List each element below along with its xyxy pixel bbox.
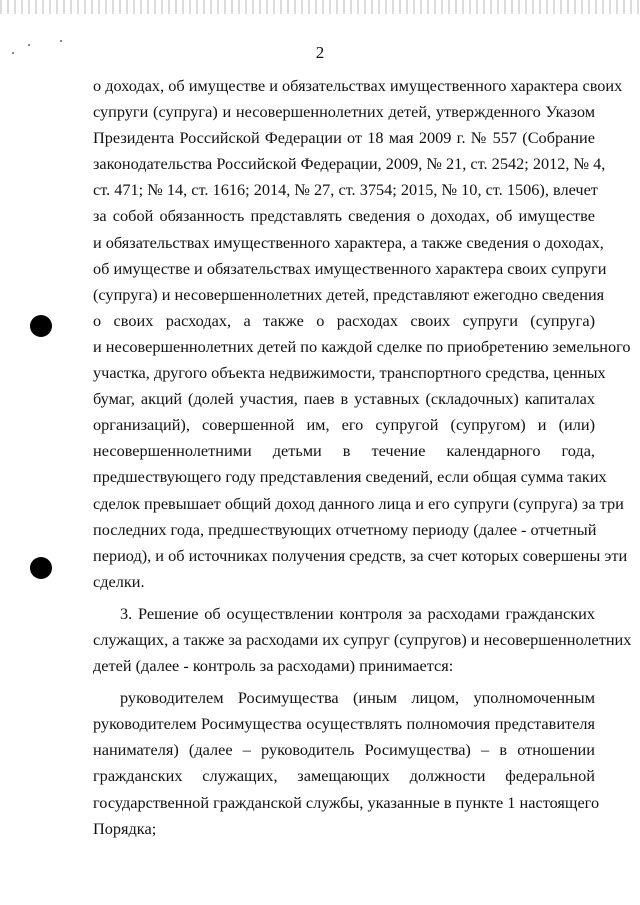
- text-line: детей (далее - контроль за расходами) принимается:: [93, 656, 454, 676]
- text-line: о доходах, об имуществе и обязательствах имущественного характера своих: [93, 76, 623, 95]
- punch-hole: [30, 557, 52, 579]
- text-line: о своих расходах, а также о расходах своих супруги (супруга): [93, 310, 595, 330]
- page-number: 2: [315, 43, 325, 62]
- text-line: сделок превышает общий доход данного лица и его супруги (супруга) за три: [93, 493, 624, 513]
- text-line: последних года, предшествующих отчетному периоду (далее - отчетный: [93, 519, 597, 539]
- text-line: руководителем Росимущества осуществлять полномочия представителя: [93, 714, 595, 734]
- scan-edge-artifact: [0, 0, 640, 14]
- text-line: несовершеннолетними детьми в течение календарного года,: [93, 441, 595, 461]
- punch-hole: [30, 315, 52, 337]
- document-body: [93, 73, 632, 842]
- text-line: (супруга) и несовершеннолетних детей, представляют ежегодно сведения: [93, 284, 605, 304]
- text-line: гражданских служащих, замещающих должности федеральной: [93, 766, 595, 786]
- text-line: и несовершеннолетних детей по каждой сделке по приобретению земельного: [93, 336, 631, 356]
- text-line: организаций), совершенной им, его супругой (супругом) и (или): [93, 415, 595, 435]
- text-line: сделки.: [93, 571, 145, 591]
- text-line: законодательства Российской Федерации, 2009, № 21, ст. 2542; 2012, № 4,: [93, 154, 606, 174]
- text-line: участка, другого объекта недвижимости, транспортного средства, ценных: [93, 363, 606, 383]
- text-line: за собой обязанность представлять сведения о доходах, об имуществе: [93, 206, 595, 226]
- text-line: государственной гражданской службы, указанные в пункте 1 настоящего: [93, 792, 600, 812]
- text-line: предшествующего году представления сведений, если общая сумма таких: [93, 467, 607, 487]
- text-line: период), и об источниках получения средств, за счет которых совершены эти: [93, 545, 628, 565]
- scan-speck: [60, 40, 62, 42]
- text-line: об имуществе и обязательствах имущественного характера своих супруги: [93, 258, 607, 278]
- paragraph-first-line: 3. Решение об осуществлении контроля за расходами гражданских: [120, 603, 595, 623]
- text-line: и обязательствах имущественного характера, а также сведения о доходах,: [93, 232, 604, 252]
- text-line: ст. 471; № 14, ст. 1616; 2014, № 27, ст. 3754; 2015, № 10, ст. 1506), влечет: [93, 180, 598, 200]
- text-line: Порядка;: [93, 818, 157, 838]
- text-line: бумаг, акций (долей участия, паев в уставных (складочных) капиталах: [93, 389, 595, 409]
- text-line: служащих, а также за расходами их супруг (супругов) и несовершеннолетних: [93, 629, 632, 649]
- paragraph-first-line: руководителем Росимущества (иным лицом, уполномоченным: [120, 688, 595, 708]
- text-line: нанимателя) (далее – руководитель Росимущества) – в отношении: [93, 740, 595, 760]
- text-line: Президента Российской Федерации от 18 мая 2009 г. № 557 (Собрание: [93, 128, 595, 148]
- text-line: супруги (супруга) и несовершеннолетних детей, утвержденного Указом: [93, 102, 595, 122]
